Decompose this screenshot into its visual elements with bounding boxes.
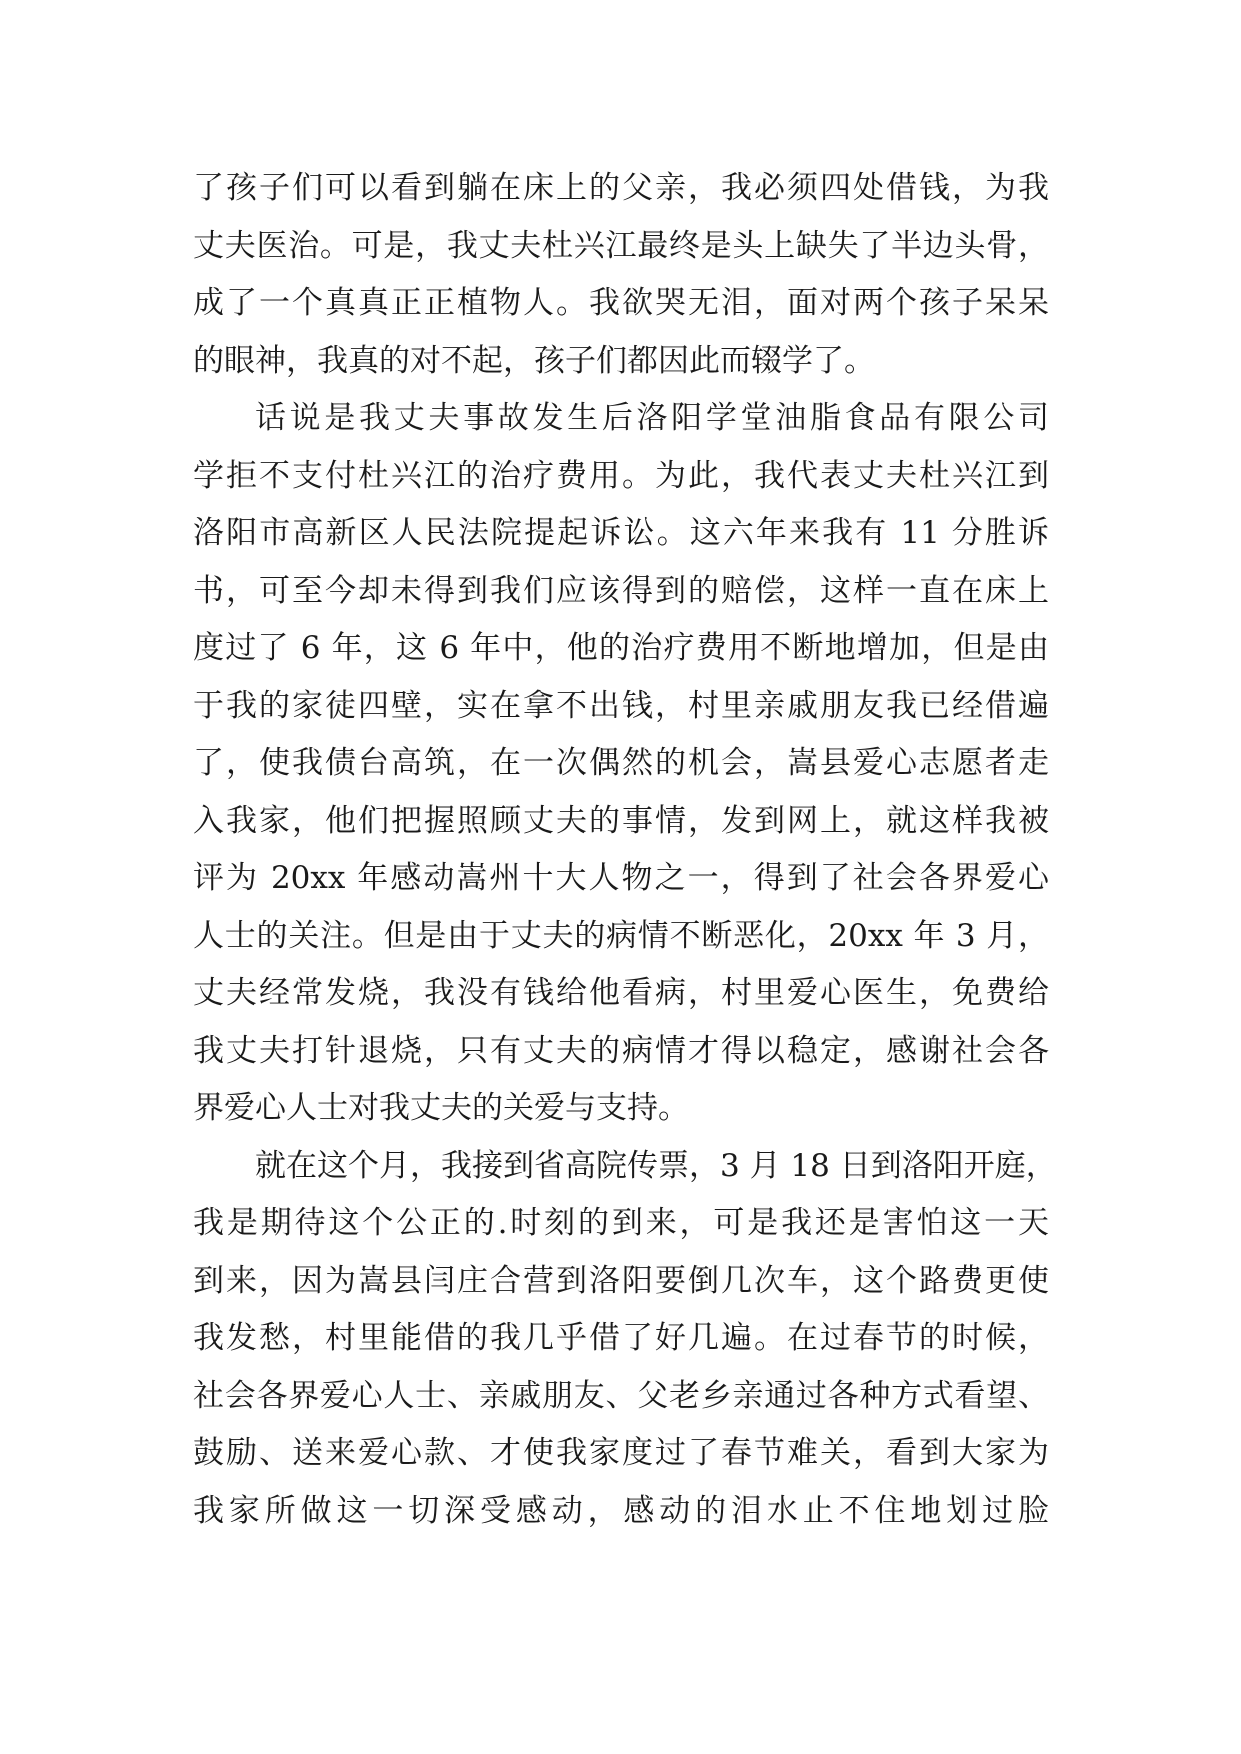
text-line: 了，使我债台高筑，在一次偶然的机会，嵩县爱心志愿者走 xyxy=(193,745,1049,781)
text-line: 我家所做这一切深受感动，感动的泪水止不住地划过脸 xyxy=(193,1492,1049,1529)
text-line: 度过了 6 年，这 6 年中，他的治疗费用不断地增加，但是由 xyxy=(193,630,1049,666)
text-line: 丈夫经常发烧，我没有钱给他看病，村里爱心医生，免费给 xyxy=(193,975,1049,1011)
text-line: 界爱心人士对我丈夫的关爱与支持。 xyxy=(193,1090,689,1126)
text-line: 的眼神，我真的对不起，孩子们都因此而辍学了。 xyxy=(193,342,875,379)
body-text xyxy=(193,160,1057,1540)
text-line: 评为 20xx 年感动嵩州十大人物之一，得到了社会各界爱心 xyxy=(193,860,1049,896)
text-line: 社会各界爱心人士、亲戚朋友、父老乡亲通过各种方式看望、 xyxy=(193,1377,1049,1414)
text-line: 洛阳市高新区人民法院提起诉讼。这六年来我有 11 分胜诉 xyxy=(193,515,1049,551)
text-line: 到来，因为嵩县闫庄合营到洛阳要倒几次车，这个路费更使 xyxy=(193,1262,1049,1299)
text-line: 人士的关注。但是由于丈夫的病情不断恶化，20xx 年 3 月， xyxy=(193,917,1049,954)
text-line: 学拒不支付杜兴江的治疗费用。为此，我代表丈夫杜兴江到 xyxy=(193,457,1049,494)
text-line: 了孩子们可以看到躺在床上的父亲，我必须四处借钱，为我 xyxy=(193,170,1049,206)
text-line: 我发愁，村里能借的我几乎借了好几遍。在过春节的时候， xyxy=(193,1320,1049,1356)
paragraph-first-line: 就在这个月，我接到省高院传票，3 月 18 日到洛阳开庭， xyxy=(255,1147,1057,1184)
paragraph-first-line: 话说是我丈夫事故发生后洛阳学堂油脂食品有限公司 xyxy=(255,400,1049,436)
text-line: 我是期待这个公正的.时刻的到来，可是我还是害怕这一天 xyxy=(193,1205,1049,1241)
text-line: 我丈夫打针退烧，只有丈夫的病情才得以稳定，感谢社会各 xyxy=(193,1032,1049,1069)
text-line: 入我家，他们把握照顾丈夫的事情，发到网上，就这样我被 xyxy=(193,802,1049,839)
text-line: 书，可至今却未得到我们应该得到的赔偿，这样一直在床上 xyxy=(193,572,1049,609)
text-line: 丈夫医治。可是，我丈夫杜兴江最终是头上缺失了半边头骨， xyxy=(193,227,1049,264)
text-line: 于我的家徒四壁，实在拿不出钱，村里亲戚朋友我已经借遍 xyxy=(193,687,1049,724)
text-line: 鼓励、送来爱心款、才使我家度过了春节难关，看到大家为 xyxy=(193,1435,1049,1471)
text-line: 成了一个真真正正植物人。我欲哭无泪，面对两个孩子呆呆 xyxy=(193,285,1049,321)
